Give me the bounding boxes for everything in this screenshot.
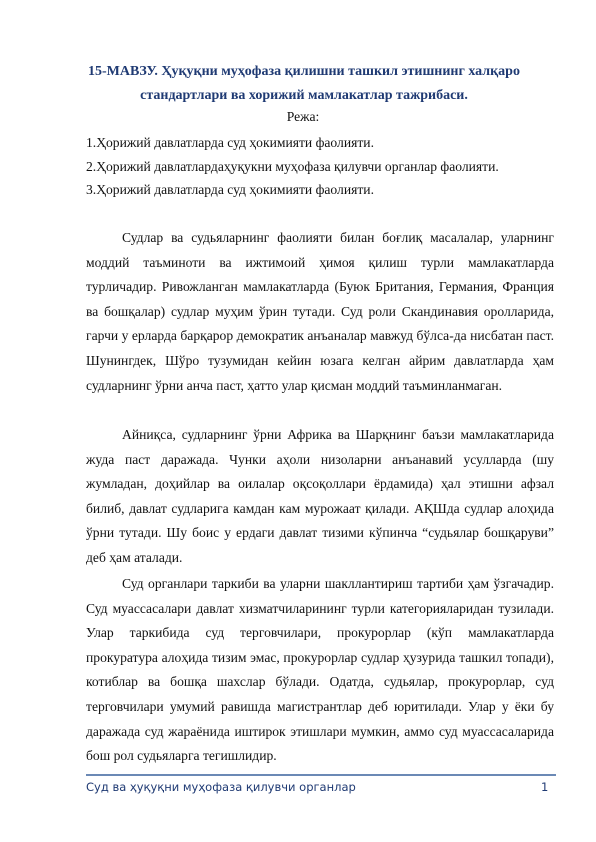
plan-item-3: 3.Ҳорижий давлатларда суд ҳокимияти фаолияти. <box>86 182 374 197</box>
page-title: 15-МАВЗУ. Ҳуқуқни муҳофаза қилишни ташкил этишнинг халқаро стандартлари ва хорижий мамлакатлар тажрибаси. <box>88 64 520 103</box>
plan-item-2: 2.Ҳорижий давлатлардаҳуқукни муҳофаза қилувчи органлар фаолияти. <box>86 159 499 174</box>
paragraph-2: Айниқса, судларнинг ўрни Африка ва Шарқнинг баъзи мамлакатларида жуда паст даражада. Чунки аҳоли низоларни анъанавий усулларда (шу жумладан, доҳийлар ва оилалар оқсоқоллари ёрдамида) ҳал этишни афзал билиб, давлат судларига камдан кам мурожаат қилади. АҚШда судлар алоҳида ўрни тутади. Шу боис у ердаги давлат тизими кўпинча “судьялар бошқаруви” деб ҳам аталади. <box>86 427 554 565</box>
page-number: 1 <box>541 780 549 794</box>
plan-label: Режа: <box>286 109 320 124</box>
plan-item-1: 1.Ҳорижий давлатларда суд ҳокимияти фаолияти. <box>86 135 374 150</box>
footer-divider <box>86 774 556 776</box>
footer-title: Суд ва ҳуқуқни муҳофаза қилувчи органлар <box>86 780 356 794</box>
paragraph-1: Судлар ва судьяларнинг фаолияти билан боғлиқ масалалар, уларнинг моддий таъминоти ва ижтимоий ҳимоя қилиш турли мамлакатларда турличадир. Ривожланган мамлакатларда (Буюк Британия, Германия, Франция ва бошқалар) судлар муҳим ўрин тутади. Суд роли Скандинавия оролларида, гарчи у ерларда барқарор демократик анъаналар мавжуд бўлса-да нисбатан паст. Шунингдек, Шўро тузумидан кейин юзага келган айрим давлатларда ҳам судларнинг ўрни анча паст, ҳатто улар қисман моддий таъминланмаган. <box>86 230 554 393</box>
paragraph-3: Суд органлари таркиби ва уларни шакллантириш тартиби ҳам ўзгачадир. Суд муассасалари давлат хизматчиларининг турли категорияларидан тузилади. Улар таркибида суд терговчилари, прокурорлар (кўп мамлакатларда прокуратура алоҳида тизим эмас, прокурорлар судлар ҳузурида ташкил топади), котиблар ва бошқа шахслар бўлади. Одатда, судьялар, прокурорлар, суд терговчилари умумий равишда магистрантлар деб юритилади. Улар у ёки бу даражада суд жараёнида иштирок этишлари мумкин, аммо суд муассасаларида бош рол судьяларга тегишлидир. <box>86 576 554 764</box>
